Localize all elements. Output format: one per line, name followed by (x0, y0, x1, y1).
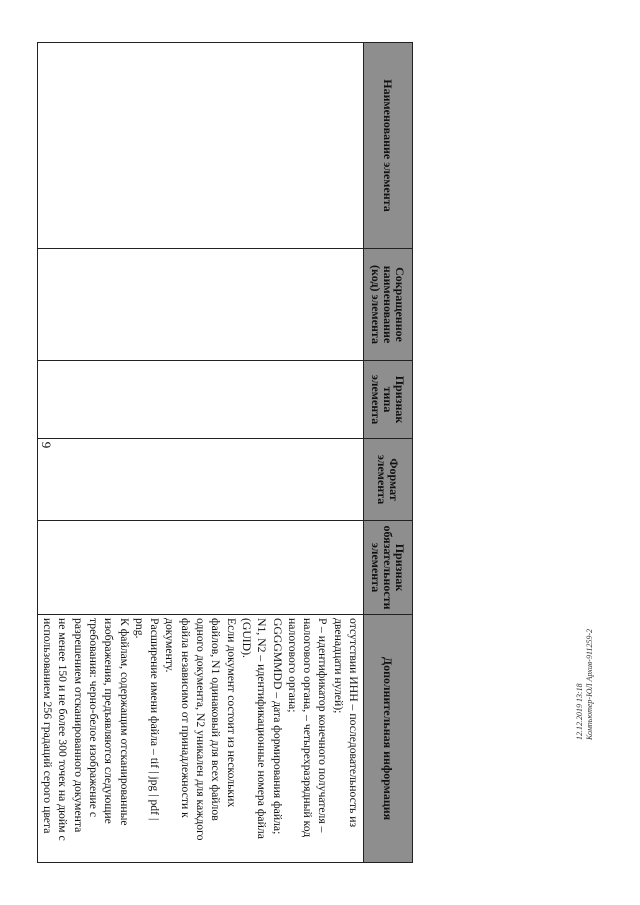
info-line: К файлам, содержащим отсканированные (117, 618, 131, 826)
footer-date: 12.12.2019 13:18 (575, 683, 584, 740)
footer-stamp (575, 600, 603, 740)
table-header-row (364, 43, 413, 863)
info-line: документу. (163, 618, 177, 673)
table-container (41, 42, 413, 862)
info-line: отсутствии ИНН – последовательность из (347, 618, 360, 828)
info-line: png. (132, 618, 146, 639)
cell-element-name (37, 43, 363, 249)
info-line: файла независимо от принадлежности к (178, 618, 192, 818)
cell-element-required (37, 521, 363, 615)
info-line: N1, N2 – идентификационные номера файла (255, 618, 269, 839)
info-line: файлов, N1 одинаковый для всех файлов (209, 618, 223, 821)
cell-element-type (37, 361, 363, 439)
info-line: налогового органа, – четырехразрядный код (301, 618, 315, 838)
info-text-block (40, 618, 361, 859)
info-line: требования: черно-белое изображение с (86, 618, 100, 818)
info-line: разрешением отсканированного документа (71, 618, 85, 833)
info-line: не менее 150 и не более 300 точек на дюйм с (56, 618, 70, 841)
header-element-type: Признак типа элемента (364, 361, 413, 439)
info-line: двенадцати нулей); (331, 618, 345, 714)
header-element-format: Формат элемента (364, 439, 413, 521)
page-number: 9 (39, 441, 54, 449)
info-line: (GUID). (239, 618, 253, 658)
header-element-required: Признак обязательности элемента (364, 521, 413, 615)
cell-additional-info (37, 615, 363, 863)
info-line: налогового органа; (285, 618, 299, 713)
spec-table (37, 42, 413, 863)
info-line: GGGGMMDD – дата формирования файла; (270, 618, 284, 835)
header-additional-info: Дополнительная информация (364, 615, 413, 863)
rotated-table (41, 42, 413, 862)
header-element-code: Сокращенное наименование (код) элемента (364, 249, 413, 361)
cell-element-format (37, 439, 363, 521)
info-line: Расширение имени файла – tif | jpg | pdf | (148, 618, 162, 821)
header-element-name: Наименование элемента (364, 43, 413, 249)
table-row (37, 43, 363, 863)
info-line: использованием 256 градаций серого цвета (41, 618, 55, 834)
cell-element-code (37, 249, 363, 361)
info-line: одного документа, N2 уникален для каждого (194, 618, 208, 841)
info-line: Если документ состоит из нескольких (224, 618, 238, 808)
footer-archive-code: Компьютер-ЮЛ Архив-911259-2 (585, 628, 594, 740)
info-line: P – идентификатор конечного получателя – (316, 618, 330, 833)
info-line: изображения, предъявляются следующие (102, 618, 116, 824)
